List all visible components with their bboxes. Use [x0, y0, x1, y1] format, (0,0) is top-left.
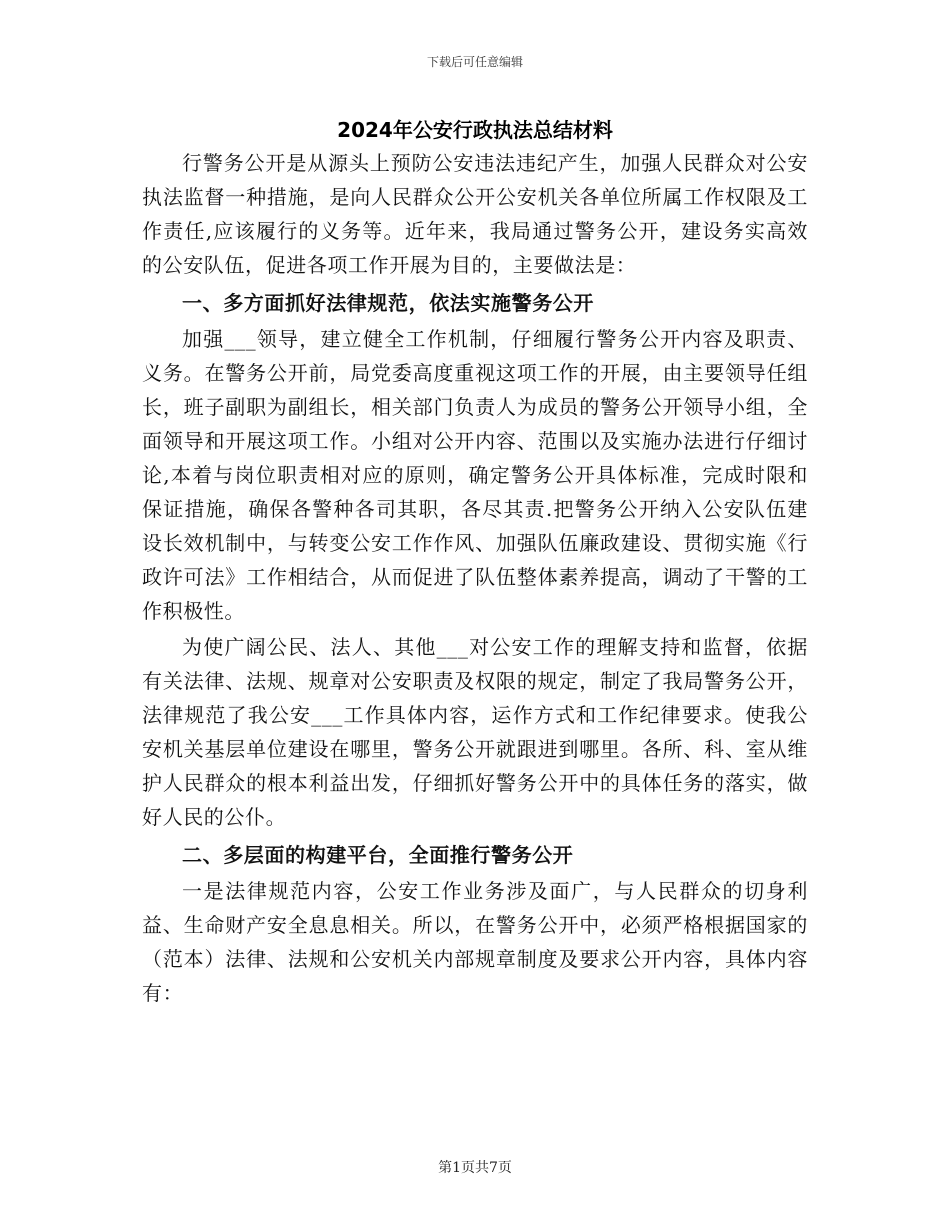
document-title: 2024年公安行政执法总结材料 — [337, 118, 613, 142]
section-heading-1: 一、多方面抓好法律规范，依法实施警务公开 — [182, 291, 594, 315]
paragraph-content-scope: 一是法律规范内容，公安工作业务涉及面广，与人民群众的切身利益、生命财产安全息息相关。所以，在警务公开中，必须严格根据国家的（范本）法律、法规和公安机关内部规章制度及要求公开内容，具体内容有： — [142, 879, 808, 1005]
paragraph-intro: 行警务公开是从源头上预防公安违法违纪产生，加强人民群众对公安执法监督一种措施，是向人民群众公开公安机关各单位所属工作权限及工作责任,应该履行的义务等。近年来，我局通过警务公开，建设务实高效的公安队伍，促进各项工作开展为目的，主要做法是： — [142, 151, 808, 277]
paragraph-leadership: 加强___领导，建立健全工作机制，仔细履行警务公开内容及职责、义务。在警务公开前，局党委高度重视这项工作的开展，由主要领导任组长，班子副职为副组长，相关部门负责人为成员的警务公开领导小组，全面领导和开展这项工作。小组对公开内容、范围以及实施办法进行仔细讨论,本着与岗位职责相对应的原则，确定警务公开具体标准，完成时限和保证措施，确保各警种各司其职，各尽其责.把警务公开纳入公安队伍建设长效机制中，与转变公安工作作风、加强队伍廉政建设、贯彻实施《行政许可法》工作相结合，从而促进了队伍整体素养提高，调动了干警的工作积极性。 — [142, 327, 808, 623]
document-body — [142, 146, 808, 1012]
paragraph-supervision: 为使广阔公民、法人、其他___对公安工作的理解支持和监督，依据有关法律、法规、规章对公安职责及权限的规定，制定了我局警务公开，法律规范了我公安___工作具体内容，运作方式和工作纪律要求。使我公安机关基层单位建设在哪里，警务公开就跟进到哪里。各所、科、室从维护人民群众的根本利益出发，仔细抓好警务公开中的具体任务的落实，做好人民的公仆。 — [142, 635, 808, 829]
page-number: 第1页共7页 — [438, 1160, 512, 1176]
page-header-note: 下载后可任意编辑 — [426, 55, 523, 69]
section-heading-2: 二、多层面的构建平台，全面推行警务公开 — [182, 843, 574, 867]
